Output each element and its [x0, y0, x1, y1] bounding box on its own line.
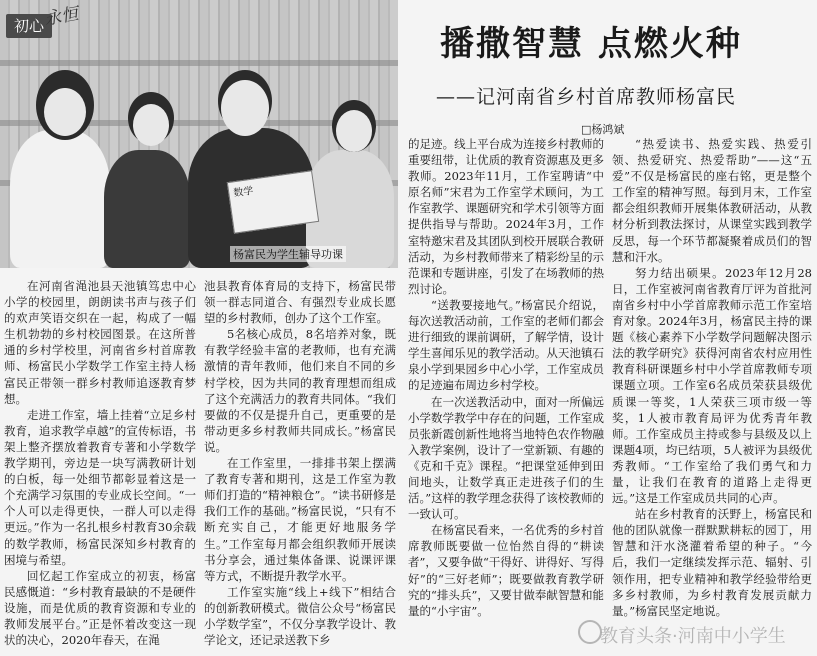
column-tag: 初心: [6, 14, 52, 38]
math-book: 数学: [227, 170, 319, 233]
article-column-4: [612, 136, 812, 654]
paragraph: 在一次送教活动中，面对一所偏远小学数学教学中存在的问题，工作室成员张新霞创新性地将当地特色农作物融入教学案例，设计了一堂新颖、有趣的《克和千克》课程。“把课堂延伸到田间地头，让数学真正走进孩子们的生活。”这样的教学理念获得了该校教师的一致认可。: [408, 394, 604, 522]
paragraph: 在杨富民看来，一名优秀的乡村首席教师既要做一位怡然自得的“耕读者”，又要争做“干得好、讲得好、写得好”的“三好老师”；既要做教育教学研究的“排头兵”，又要甘做奉献智慧和能量的“小宇宙”。: [408, 523, 604, 618]
paragraph: “送教要接地气。”杨富民介绍说，每次送教活动前，工作室的老师们都会进行细致的课前调研，了解学情，设计学生喜闻乐见的教学活动。从天池镇石泉小学到果园乡中心小学，工作室成员的足迹遍布周边乡村学校。: [408, 297, 604, 393]
article-column-3: [408, 136, 604, 654]
paragraph: 的足迹。线上平台成为连接乡村教师的重要纽带，让优质的教育资源惠及更多教师。2023年11月，工作室聘请“中原名师”宋君为工作室学术顾问，为工作室教学、课题研究和学术引领等方面提供指导与帮助。2024年3月，工作室特邀宋君及其团队到校开展联合教研活动，为乡村教师带来了精彩纷呈的示范课和专题讲座，引发了在场教师的热烈讨论。: [408, 137, 604, 296]
paragraph: 池县教育体育局的支持下，杨富民带领一群志同道合、有强烈专业成长愿望的乡村教师，创办了这个工作室。: [204, 279, 396, 326]
student-girl-left: [10, 130, 110, 268]
paragraph: 站在乡村教育的沃野上，杨富民和他的团队就像一群默默耕耘的园丁，用智慧和汗水浇灌着希望的种子。“今后，我们一定继续发挥示范、辐射、引领作用，把专业精神和教学经验带给更多乡村教师，为乡村教育发展贡献力量。”杨富民坚定地说。: [612, 507, 812, 618]
paragraph: 努力结出硕果。2023年12月28日，工作室被河南省教育厅评为首批河南省乡村中小学首席教师示范工作室培育对象。2024年3月，杨富民主持的课题《核心素养下小学数学问题解决图示法的教学研究》获得河南省农村应用性教育科研课题乡村中小学首席教师专项课题立项。工作室6名成员荣获县级优质课一等奖，1人荣获三项市级一等奖，1人被市教育局评为优秀青年教师。工作室成员主持或参与县级及以上课题4项，均已结项，5人被评为县级优秀教师。“工作室给了我们勇气和力量，让我们在教育的道路上走得更远。”这是工作室成员共同的心声。: [612, 265, 812, 506]
paragraph: “热爱读书、热爱实践、热爱引领、热爱研究、热爱帮助”——这“五爱”不仅是杨富民的座右铭，更是整个工作室的精神写照。每到月末，工作室都会组织教师开展集体教研活动，从教材分析到教法探讨，从课堂实践到教学反思，每一个环节都凝聚着成员们的智慧和汗水。: [612, 137, 812, 264]
student-boy: [104, 150, 190, 268]
byline: □杨鸿斌: [581, 123, 625, 136]
article-photo: [0, 0, 398, 268]
watermark-logo-icon: [578, 620, 602, 644]
paragraph: 走进工作室，墙上挂着“立足乡村教育，追求教学卓越”的宣传标语，书架上整齐摆放着教育专著和小学数学教学期刊，旁边是一块写满教研计划的白板，每一处细节都彰显着这是一个充满学习氛围的专业成长空间。“一个人可以走得更快，一群人可以走得更远。”作为一名扎根乡村教育30余载的数学教师，杨富民深知乡村教育的困境与希望。: [4, 407, 196, 567]
article-column-2: [204, 278, 396, 654]
column-tag-script: 永恒: [42, 4, 80, 30]
watermark: 教育头条·河南中小学生: [600, 626, 786, 647]
paragraph: 在河南省渑池县天池镇笃忠中心小学的校园里，朗朗读书声与孩子们的欢声笑语交织在一起，构成了一幅生机勃勃的乡村校园图景。在这所普通的乡村学校里，河南省乡村首席教师、杨富民小学数学工作室主持人杨富民正带领一群乡村教师追逐教育梦想。: [4, 279, 196, 406]
photo-caption: 杨富民为学生辅导功课: [230, 246, 346, 262]
headline: 播撒智慧 点燃火种: [440, 24, 742, 64]
paragraph: 工作室实施“线上+线下”相结合的创新教研模式。微信公众号“杨富民小学数学室”，不仅分享教学设计、教学论文，还记录送教下乡: [204, 584, 396, 648]
paragraph: 回忆起工作室成立的初衷，杨富民感慨道：“乡村教育最缺的不是硬件设施，而是优质的教育资源和专业的教师发展平台。”正是怀着改变这一现状的决心，2020年春天，在渑: [4, 568, 196, 648]
paragraph: 5名核心成员，8名培养对象，既有教学经验丰富的老教师，也有充满激情的青年教师，他们来自不同的乡村学校，因为共同的教育理想而组成了这个充满活力的教育共同体。“我们要做的不仅是提升自己，更重要的是带动更多乡村教师共同成长。”杨富民说。: [204, 327, 396, 454]
paragraph: 在工作室里，一排排书架上摆满了教育专著和期刊，这是工作室为教师们打造的“精神粮仓”。“读书研修是我们工作的基础。”杨富民说，“只有不断充实自己，才能更好地服务学生。”工作室每月都会组织教师开展读书分享会，通过集体备课、说课评课等方式，不断提升教学水平。: [204, 456, 396, 583]
subheadline: ——记河南省乡村首席教师杨富民: [436, 86, 737, 108]
article-column-1: [4, 278, 196, 654]
